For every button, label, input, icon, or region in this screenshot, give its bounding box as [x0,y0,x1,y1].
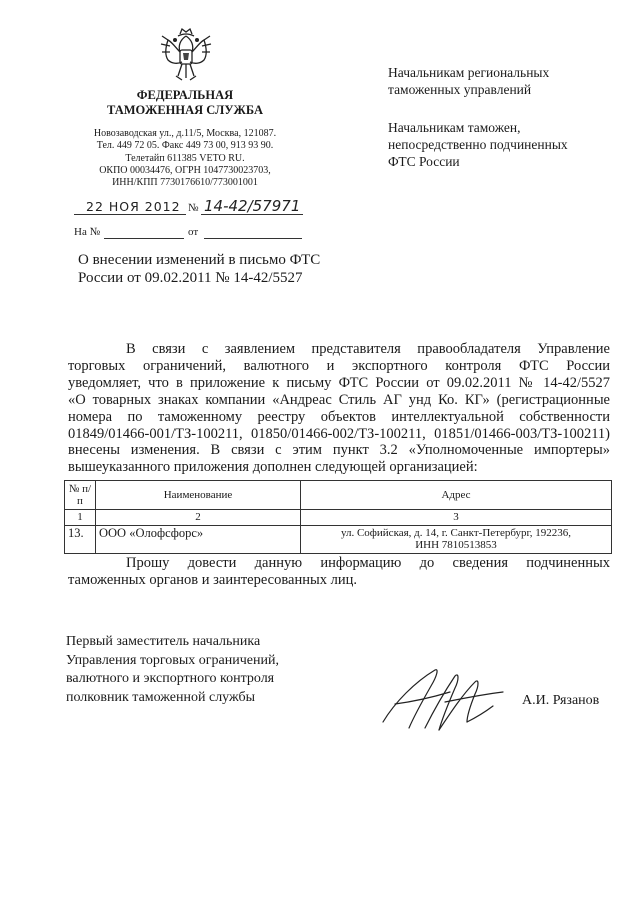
row-number: 13. [65,525,96,553]
table-row [65,525,612,553]
addressee-line: непосредственно подчиненных [388,137,568,152]
signatory-title [66,633,279,707]
contact-line: Телетайп 611385 VETO RU. [125,153,245,164]
row-address [301,525,612,553]
number-label: № [188,202,199,214]
subject-line: России от 09.02.2011 № 14-42/5527 [78,270,303,286]
agency-name-line2: ТАМОЖЕННАЯ СЛУЖБА [107,103,263,117]
signatory-title-line: полковник таможенной службы [66,689,256,705]
header-number: № п/п [65,481,96,510]
header-name: Наименование [96,481,301,510]
reference-label: На № [74,226,101,238]
addressee-line: таможенных управлений [388,82,532,97]
handwritten-signature [375,662,525,737]
numbering-cell: 2 [96,510,301,526]
body-line: вышеуказанного приложения дополнен следующей организацией: [68,459,478,476]
contact-line: Новозаводская ул., д.11/5, Москва, 121087. [93,128,277,139]
double-headed-eagle-icon [158,26,214,84]
letter-date: 22 НОЯ 2012 [86,199,181,214]
numbering-cell: 1 [65,510,96,526]
signatory-name: А.И. Рязанов [522,693,600,708]
reference-date-underline [204,238,302,239]
date-underline [74,214,186,215]
row-name: ООО «Олофсфорс» [96,525,301,553]
letter-subject [78,251,398,287]
letter-number: 14-42/57971 [204,197,301,215]
addressee-line: Начальникам таможен, [388,120,521,135]
body-line: 01849/01466-001/ТЗ-100211, 01850/01466-002/ТЗ-100211, 01851/01466-003/ТЗ-100211) [68,425,610,442]
table-numbering-row [65,510,612,526]
body-line: номера по таможенному реестру объектов интеллектуальной собственности [68,408,610,425]
body-line: торговых ограничений, валютного и экспортного контроля ФТС России [68,357,610,374]
closing-paragraph [68,555,610,589]
body-line: внесены изменения. В связи с этим пункт 3.2 «Уполномоченные импортеры» [68,442,610,459]
body-line: «О товарных знаках компании «Андреас Стиль АГ унд Ко. КГ» (регистрационные [68,391,610,408]
signatory-title-line: валютного и экспортного контроля [66,671,275,686]
table-header-row [65,481,612,510]
closing-line: таможенных органов и заинтересованных лиц. [68,571,357,588]
address-inn: ИНН 7810513853 [415,539,497,551]
agency-name-line1: ФЕДЕРАЛЬНАЯ [136,88,234,102]
letter-body [68,341,610,476]
header-address: Адрес [301,481,612,510]
address-line: ул. Софийская, д. 14, г. Санкт-Петербург, 192236, [340,526,572,539]
contact-line: ИНН/КПП 7730176610/773001001 [112,177,258,188]
reference-from-label: от [188,226,199,238]
subject-line: О внесении изменений в письмо ФТС [78,252,321,268]
body-line: В связи с заявлением представителя правообладателя Управление [126,341,610,357]
body-line: уведомляет, что в приложение к письму ФТС России от 09.02.2011 № 14-42/5527 [68,374,610,391]
importers-table [64,480,612,554]
contact-line: ОКПО 00034476, ОГРН 1047730023703, [99,165,271,176]
reference-underline [104,238,184,239]
contact-line: Тел. 449 72 05. Факс 449 73 00, 913 93 90. [96,140,274,151]
numbering-cell: 3 [301,510,612,526]
signatory-title-line: Управления торговых ограничений, [66,652,279,668]
addressee-line: ФТС России [388,154,460,169]
closing-line: Прошу довести данную информацию до сведения подчиненных [126,555,610,571]
signatory-title-line: Первый заместитель начальника [66,634,261,649]
addressee-line: Начальникам региональных [388,65,550,80]
